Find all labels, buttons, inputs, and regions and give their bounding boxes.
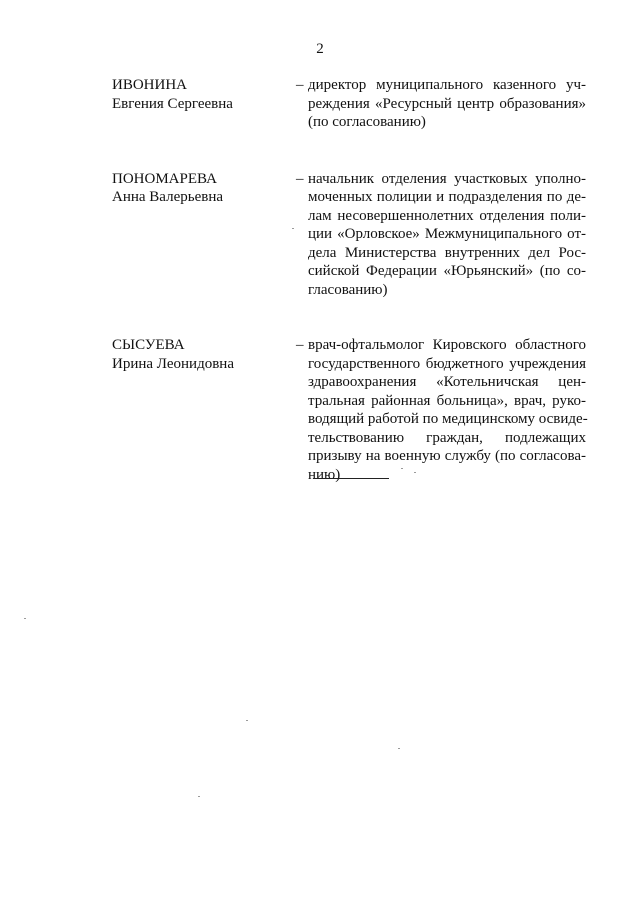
scan-speck (246, 720, 248, 721)
member-position (308, 76, 586, 132)
scan-speck (198, 796, 200, 797)
position-line: нию) (308, 466, 341, 483)
position-line: реждения «Ресурсный центр образования» (308, 95, 586, 112)
position-line: призыву на военную службу (по согласова- (308, 448, 586, 464)
end-of-list-rule (313, 478, 389, 479)
member-position (308, 336, 586, 484)
scan-speck (292, 228, 294, 229)
position-line: дела Министерства внутренних дел Рос- (308, 244, 586, 261)
position-line: тельствованию граждан, подлежащих (308, 429, 586, 446)
members-list (112, 76, 588, 522)
position-line: гласованию) (308, 281, 388, 298)
member-name (112, 76, 296, 132)
scan-speck (398, 748, 400, 749)
position-line: здравоохранения «Котельничская цен- (308, 374, 586, 390)
position-line: лам несовершеннолетних отделения поли- (308, 207, 586, 224)
member-entry (112, 76, 588, 132)
position-line: сийской Федерации «Юрьянский» (по со- (308, 263, 586, 279)
position-line: водящий работой по медицинскому освиде- (308, 411, 588, 427)
member-given-names: Анна Валерьевна (112, 189, 223, 205)
position-line: врач-офтальмолог Кировского областного (308, 337, 586, 353)
member-surname: СЫСУЕВА (112, 337, 185, 353)
dash-separator: – (296, 170, 304, 187)
position-line: государственного бюджетного учреждения (308, 355, 586, 372)
member-surname: ИВОНИНА (112, 77, 187, 93)
page-number: 2 (316, 41, 324, 57)
member-given-names: Ирина Леонидовна (112, 355, 234, 372)
member-surname: ПОНОМАРЕВА (112, 170, 217, 187)
dash-separator: – (296, 337, 304, 353)
position-line: моченных полиции и подразделения по де- (308, 189, 586, 205)
position-line: директор муниципального казенного уч- (308, 77, 586, 93)
position-line: тральная районная больница», врач, руко- (308, 392, 586, 409)
scan-speck (24, 618, 26, 619)
scan-speck (401, 468, 403, 469)
member-given-names: Евгения Сергеевна (112, 95, 233, 112)
position-line: (по согласованию) (308, 114, 426, 130)
dash-separator: – (296, 77, 304, 93)
member-entry (112, 336, 588, 484)
member-name (112, 170, 296, 300)
member-entry (112, 170, 588, 300)
scan-speck (414, 472, 416, 473)
position-line: начальник отделения участковых уполно- (308, 170, 586, 187)
position-line: ции «Орловское» Межмуниципального от- (308, 226, 586, 242)
member-position (308, 170, 586, 300)
member-name (112, 336, 296, 484)
